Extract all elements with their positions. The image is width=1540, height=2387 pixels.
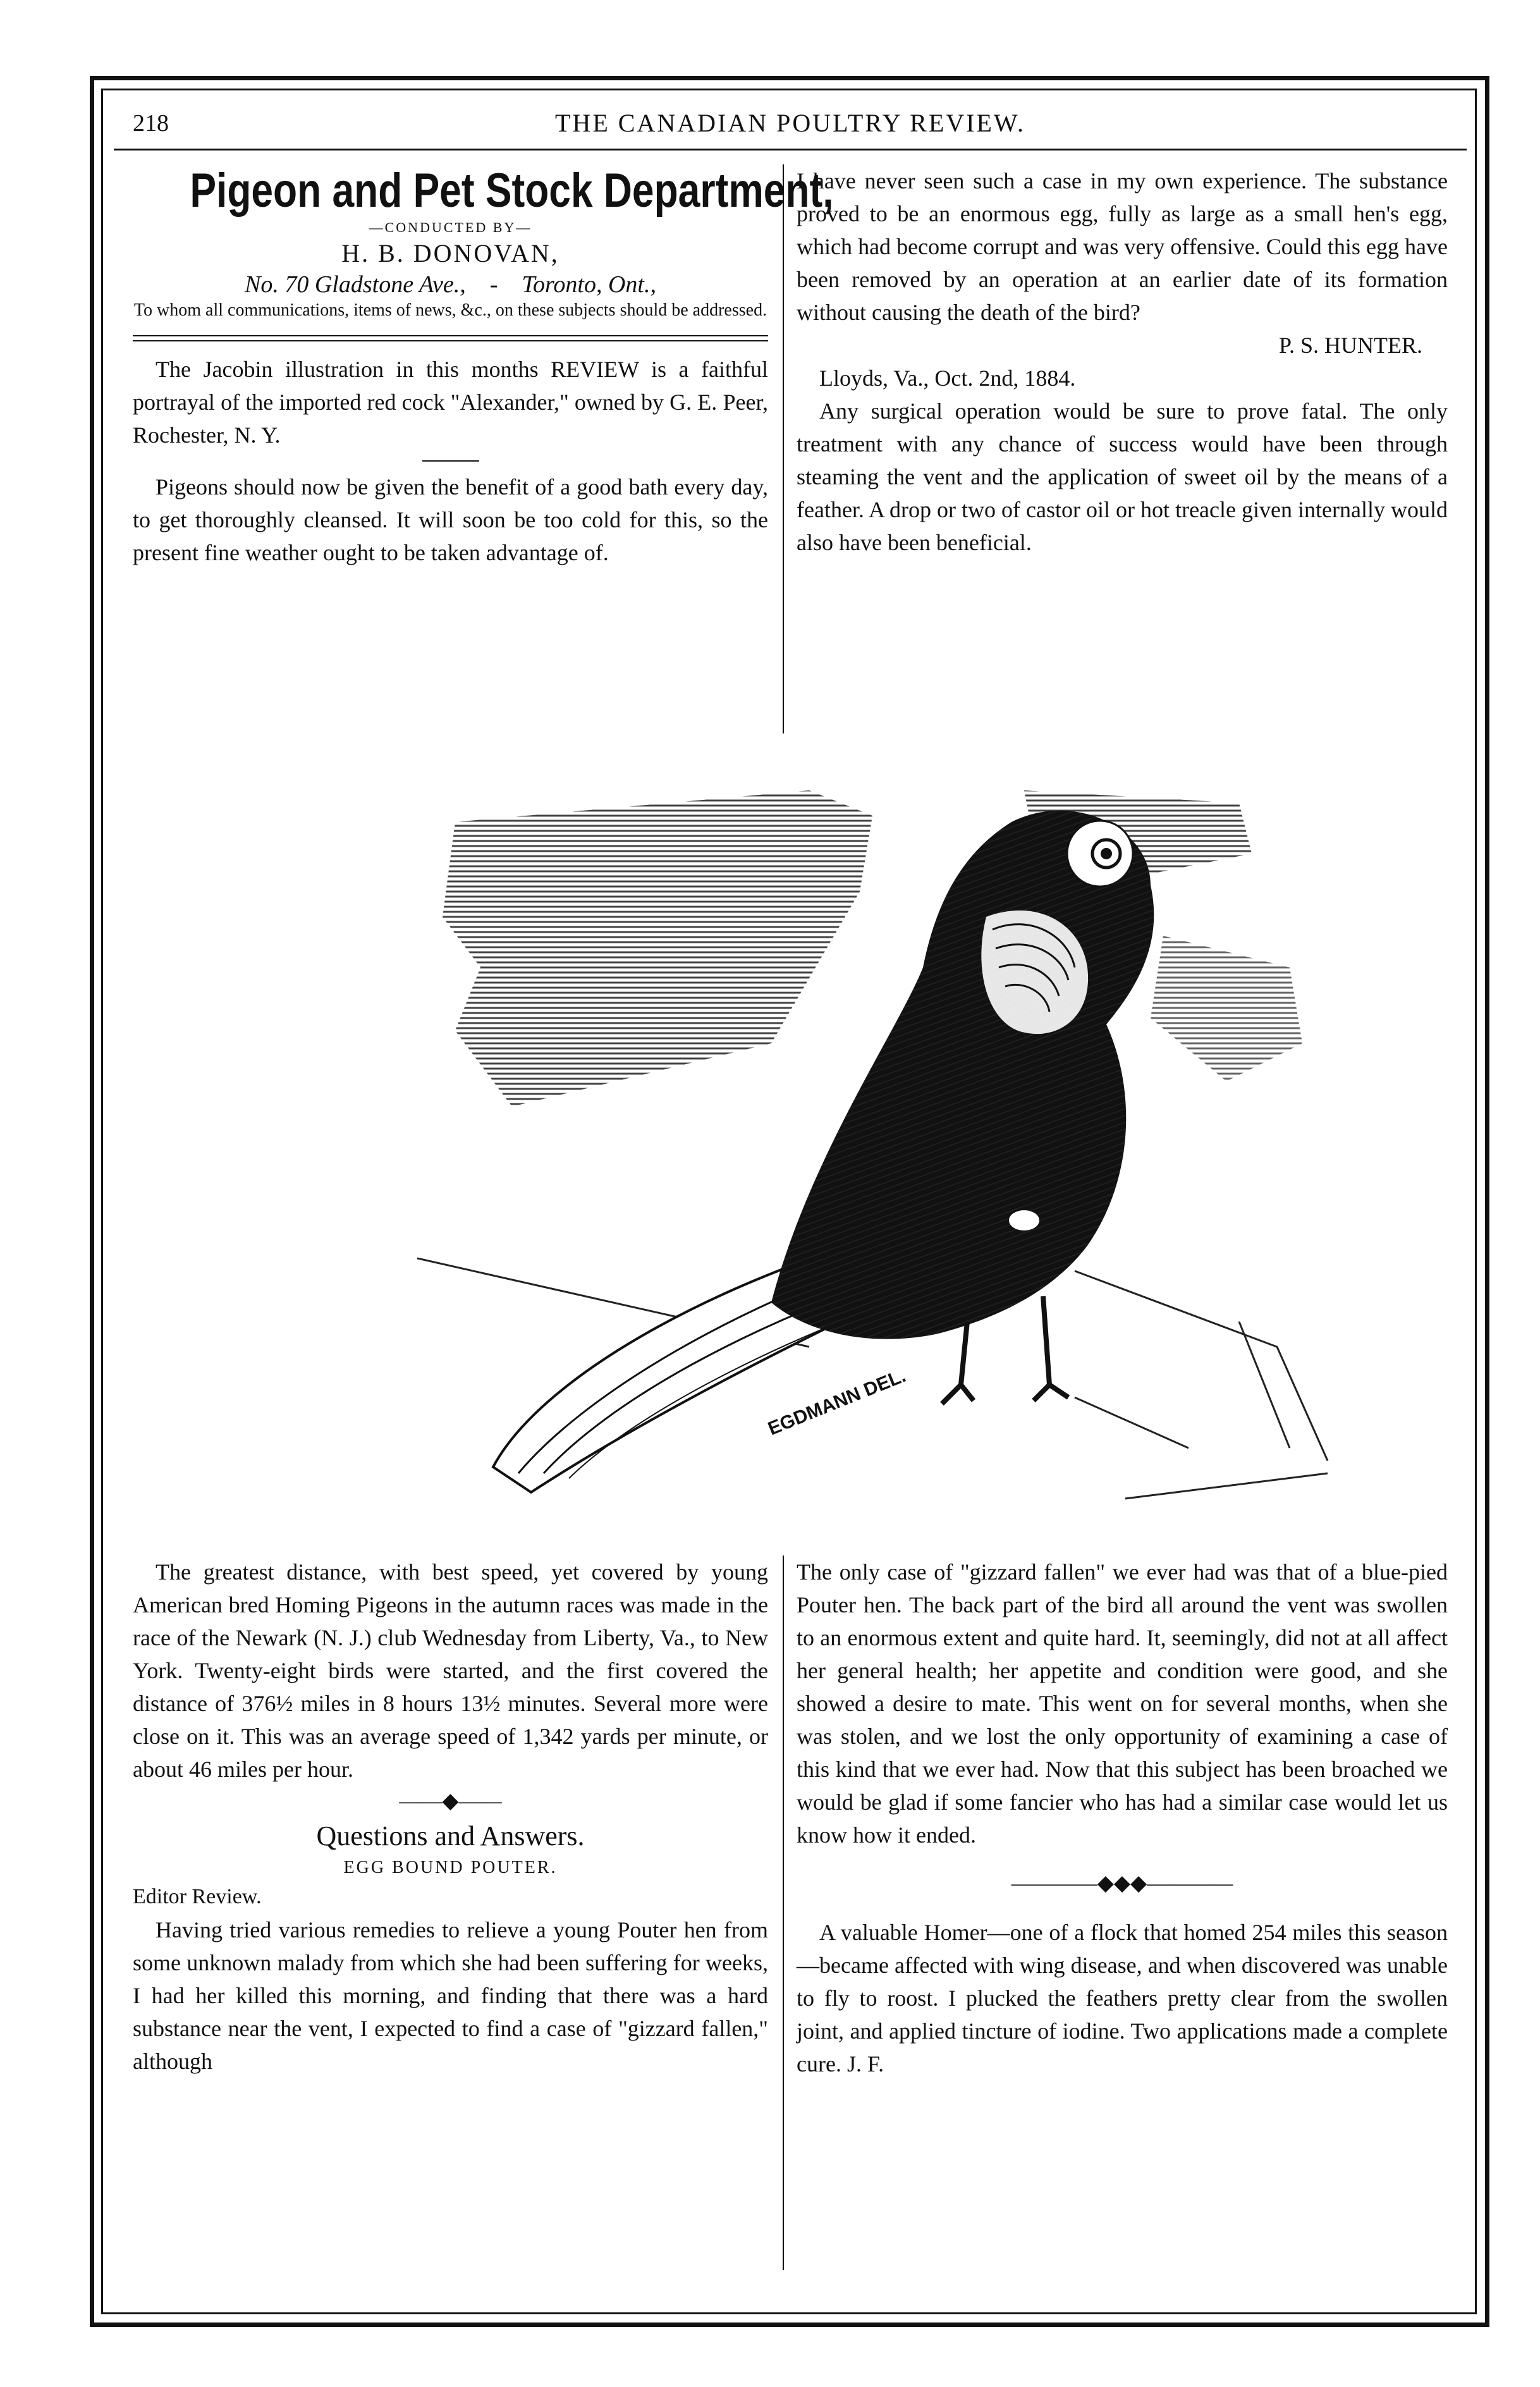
jacobin-illustration — [417, 778, 1486, 1556]
department-rule — [133, 335, 768, 341]
homing-race-paragraph: The greatest distance, with best speed, yet covered by young American bred Homing Pigeons in the autumn races was made in the race of the Newark (N. J.) club Wednesday from Liberty, Va., to New York. Twenty-eight birds were started, and the first covered the distance of 376½ miles in 8 hours 13½ minutes. Several more were close on it. This was an average speed of 1,342 yards per minute, or about 46 miles per hour. — [133, 1559, 768, 1782]
left-column-top — [133, 164, 834, 569]
sub-heading: EGG BOUND POUTER. — [343, 1858, 558, 1877]
address-line: No. 70 Gladstone Ave., - Toronto, Ont., — [245, 271, 656, 298]
editor-name: H. B. DONOVAN, — [341, 239, 559, 267]
column-divider-top — [783, 164, 784, 733]
ornament-divider-2: ————◆◆◆———— — [1011, 1872, 1233, 1895]
right-column-bottom — [797, 1556, 1448, 2080]
journal-title: THE CANADIAN POULTRY REVIEW. — [555, 109, 1025, 137]
header-rule — [114, 149, 1467, 150]
letter-dateline: Lloyds, Va., Oct. 2nd, 1884. — [819, 365, 1076, 391]
left-column-bottom — [133, 1556, 768, 2078]
pigeon-head — [1067, 821, 1133, 887]
column-divider-bottom — [783, 1556, 784, 2270]
egg-bound-letter: Having tried various remedies to relieve a young Pouter hen from some unknown malady from which she had been suffering for weeks, I had her killed this morning, and finding that there was a hard substance near the vent, I expected to find a case of "gizzard fallen," although — [133, 1917, 768, 2074]
address-city: Toronto, Ont., — [522, 271, 656, 298]
conducted-by: —CONDUCTED BY— — [369, 219, 532, 235]
right-column-top — [797, 164, 1448, 559]
department-title: Pigeon and Pet Stock Department, — [190, 164, 834, 218]
address-note: To whom all communications, items of news, &c., on these subjects should be addressed. — [133, 300, 767, 320]
gizzard-paragraph: The only case of "gizzard fallen" we ever had was that of a blue-pied Pouter hen. The back part of the bird all around the vent was swollen to an enormous extent and quite hard. It, seemingly, did not at all affect her general health; her appetite and condition were good, and she showed a desire to mate. This went on for several months, when she was stolen, and we lost the only opportunity of examining a case of this kind that we ever had. Now that this subject has been broached we would be glad if some fancier who has had a similar case would let us know how it ended. — [797, 1559, 1448, 1848]
artist-signature: EGDMANN DEL. — [765, 1365, 909, 1440]
short-rule — [422, 460, 479, 462]
letter-continuation: I have never seen such a case in my own experience. The substance proved to be an enormous egg, fully as large as a small hen's egg, which had become corrupt and was very offensive. Could this egg have been removed by an operation at an earlier date of its formation without causing the death of the bird? — [797, 168, 1448, 325]
address-street: No. 70 Gladstone Ave., — [245, 271, 466, 298]
jacobin-paragraph: The Jacobin illustration in this months REVIEW is a faithful portrayal of the imported red cock "Alexander," owned by G. E. Peer, Rochester, N. Y. — [133, 357, 768, 448]
salutation: Editor Review. — [133, 1885, 262, 1908]
page-number: 218 — [133, 110, 169, 137]
wing-spot — [1009, 1210, 1039, 1230]
ornament-divider: ——◆—— — [399, 1789, 502, 1813]
bath-paragraph: Pigeons should now be given the benefit of a good bath every day, to get thoroughly cleansed. It will soon be too cold for this, so the present fine weather ought to be taken advantage of. — [133, 474, 768, 565]
editor-reply: Any surgical operation would be sure to prove fatal. The only treatment with any chance of success would have been through steaming the vent and the application of sweet oil by the means of a feather. A drop or two of castor oil or hot treacle given internally would also have been beneficial. — [797, 398, 1448, 555]
homer-paragraph: A valuable Homer—one of a flock that homed 254 miles this season—became affected with wing disease, and when discovered was unable to fly to roost. I plucked the feathers pretty clear from the swollen joint, and applied tincture of iodine. Two applications made a complete cure. J. F. — [797, 1920, 1448, 2077]
background-hatching — [443, 790, 1302, 1107]
section-heading: Questions and Answers. — [316, 1820, 585, 1851]
letter-signature: P. S. HUNTER. — [1278, 333, 1422, 358]
running-head — [114, 104, 1467, 149]
pigeon-engraving — [417, 778, 1486, 1556]
